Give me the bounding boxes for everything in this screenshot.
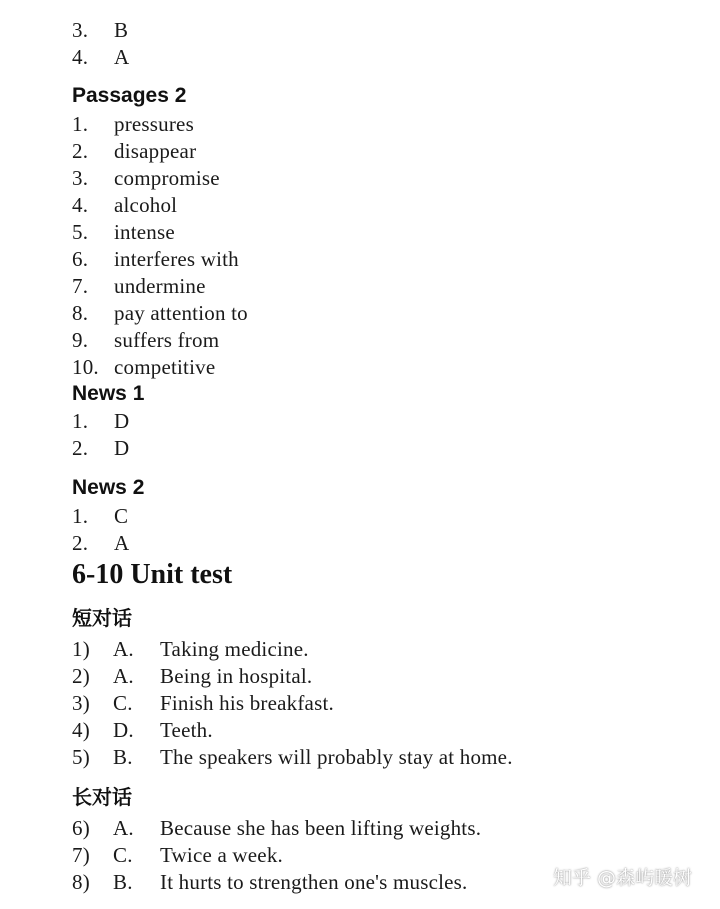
section-heading-passages-2: Passages 2 (72, 84, 187, 107)
item-answer: Finish his breakfast. (160, 691, 334, 715)
item-number: 5. (72, 220, 89, 244)
item-answer: It hurts to strengthen one's muscles. (160, 870, 468, 894)
item-number: 7. (72, 274, 89, 298)
item-answer: undermine (114, 274, 206, 298)
item-choice-letter: D. (113, 718, 134, 742)
section-heading-news-2: News 2 (72, 476, 145, 499)
item-number: 3. (72, 18, 89, 42)
item-answer: C (114, 504, 129, 528)
item-choice-letter: A. (113, 816, 134, 840)
item-answer: disappear (114, 139, 197, 163)
item-number: 1. (72, 504, 89, 528)
item-number: 3) (72, 691, 90, 715)
item-number: 8. (72, 301, 89, 325)
item-number: 2. (72, 436, 89, 460)
item-answer: suffers from (114, 328, 220, 352)
item-choice-letter: B. (113, 745, 133, 769)
item-number: 4) (72, 718, 90, 742)
item-answer: Being in hospital. (160, 664, 313, 688)
item-answer: interferes with (114, 247, 239, 271)
item-answer: Because she has been lifting weights. (160, 816, 482, 840)
item-number: 5) (72, 745, 90, 769)
item-number: 7) (72, 843, 90, 867)
item-number: 6. (72, 247, 89, 271)
item-number: 6) (72, 816, 90, 840)
zhihu-watermark: 知乎 @森屿暖树 (553, 867, 693, 889)
item-answer: The speakers will probably stay at home. (160, 745, 513, 769)
item-number: 9. (72, 328, 89, 352)
item-answer: competitive (114, 355, 216, 379)
item-choice-letter: C. (113, 691, 133, 715)
item-number: 2) (72, 664, 90, 688)
item-answer: D (114, 436, 130, 460)
item-choice-letter: C. (113, 843, 133, 867)
item-number: 2. (72, 531, 89, 555)
item-choice-letter: A. (113, 664, 134, 688)
item-answer: pressures (114, 112, 194, 136)
item-number: 10. (72, 355, 99, 379)
item-answer: compromise (114, 166, 220, 190)
item-choice-letter: A. (113, 637, 134, 661)
item-answer: D (114, 409, 130, 433)
item-answer: A (114, 531, 130, 555)
item-number: 1. (72, 112, 89, 136)
item-answer: Taking medicine. (160, 637, 309, 661)
section-heading-long-dialogues: 长对话 (72, 785, 132, 809)
section-heading-news-1: News 1 (72, 382, 145, 405)
item-number: 1. (72, 409, 89, 433)
unit-test-title: 6-10 Unit test (72, 559, 233, 590)
item-answer: pay attention to (114, 301, 248, 325)
item-choice-letter: B. (113, 870, 133, 894)
item-answer: A (114, 45, 130, 69)
section-heading-short-dialogues: 短对话 (72, 606, 132, 630)
item-answer: Teeth. (160, 718, 213, 742)
item-answer: alcohol (114, 193, 178, 217)
item-number: 4. (72, 193, 89, 217)
item-answer: B (114, 18, 129, 42)
item-number: 2. (72, 139, 89, 163)
item-number: 1) (72, 637, 90, 661)
item-number: 3. (72, 166, 89, 190)
item-answer: intense (114, 220, 175, 244)
item-answer: Twice a week. (160, 843, 283, 867)
item-number: 4. (72, 45, 89, 69)
item-number: 8) (72, 870, 90, 894)
